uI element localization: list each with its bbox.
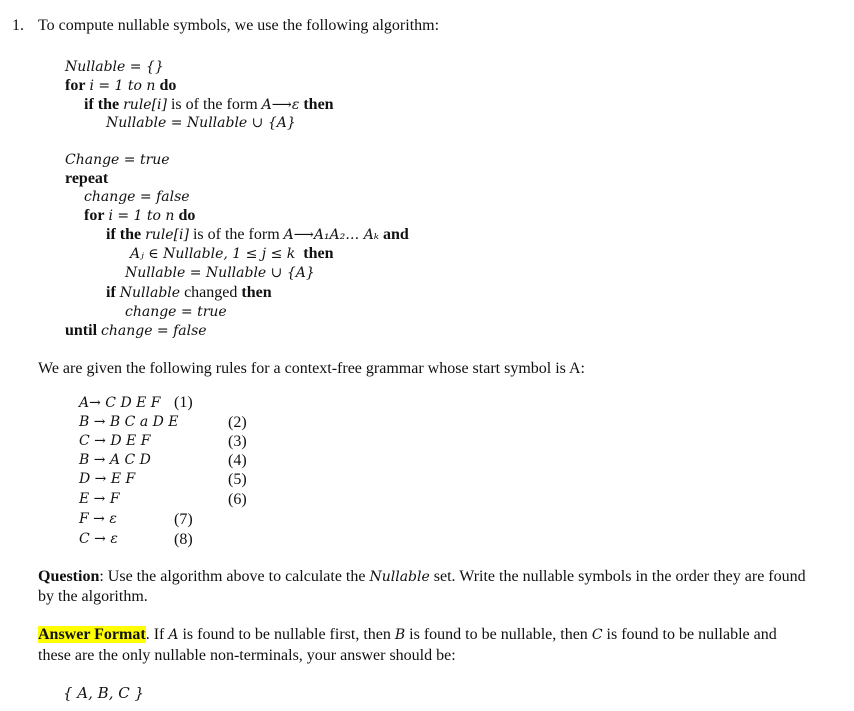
epsilon-form: A⟶ε bbox=[261, 97, 300, 113]
loop-range: i = 1 to n bbox=[108, 208, 175, 224]
rule-ref: rule[i] bbox=[145, 227, 189, 243]
keyword-then: then bbox=[303, 245, 334, 262]
algo-change-false: change = false bbox=[84, 189, 190, 205]
if-mid-text: is of the form bbox=[192, 226, 280, 243]
var-a: A bbox=[168, 627, 179, 643]
rule-number: (4) bbox=[228, 452, 247, 469]
changed-text: changed bbox=[184, 284, 238, 301]
algo-if-line-2 bbox=[106, 226, 409, 244]
until-condition: change = false bbox=[101, 323, 207, 339]
answer-format-line-2: these are the only nullable non-terminals, your answer should be: bbox=[38, 647, 456, 664]
rule-number: (3) bbox=[228, 433, 247, 450]
algo-for-line-2 bbox=[84, 207, 195, 225]
algo-nullable-update-1: Nullable = Nullable ∪ {A} bbox=[106, 115, 296, 131]
if-mid-text: is of the form bbox=[170, 96, 258, 113]
answer-example: { A, B, C } bbox=[63, 684, 145, 702]
answer-format-label: Answer Format bbox=[38, 626, 146, 643]
algo-change-init: Change = true bbox=[65, 152, 170, 168]
rule-number: (2) bbox=[228, 414, 247, 431]
keyword-then: then bbox=[303, 96, 334, 113]
algo-if-changed-line bbox=[106, 284, 272, 302]
rule-text: C → ε bbox=[79, 531, 118, 547]
answer-text: is found to be nullable and bbox=[602, 626, 777, 643]
algo-until-line bbox=[65, 322, 207, 340]
keyword-if: if the bbox=[106, 226, 142, 243]
rule-number: (6) bbox=[228, 491, 247, 508]
rule-ref: rule[i] bbox=[123, 97, 167, 113]
question-label: Question bbox=[38, 568, 100, 585]
keyword-repeat: repeat bbox=[65, 170, 109, 187]
production-form: A⟶A₁A₂… Aₖ bbox=[283, 227, 379, 243]
var-b: B bbox=[394, 627, 406, 643]
given-text: We are given the following rules for a context-free grammar whose start symbol is A: bbox=[38, 360, 585, 377]
rule-text: D → E F bbox=[79, 471, 136, 487]
rule-text: B → A C D bbox=[79, 452, 151, 468]
nullable-var: Nullable bbox=[119, 285, 181, 301]
question-text: set. Write the nullable symbols in the order they are found bbox=[429, 568, 806, 585]
algo-for-line-1 bbox=[65, 77, 176, 95]
rule-text: B → B C a D E bbox=[79, 414, 179, 430]
keyword-and: and bbox=[382, 226, 409, 243]
intro-text: To compute nullable symbols, we use the following algorithm: bbox=[38, 17, 440, 34]
rule-text: F → ε bbox=[79, 511, 117, 527]
membership-condition: Aⱼ ∈ Nullable, 1 ≤ j ≤ k bbox=[130, 246, 296, 262]
answer-text: is found to be nullable first, then bbox=[178, 626, 395, 643]
keyword-do: do bbox=[159, 77, 177, 94]
algo-if-line-1 bbox=[84, 96, 334, 114]
answer-format-line-1 bbox=[38, 626, 777, 644]
algo-nullable-update-2: Nullable = Nullable ∪ {A} bbox=[125, 265, 315, 281]
rule-text: C → D E F bbox=[79, 433, 151, 449]
keyword-if: if the bbox=[84, 96, 120, 113]
keyword-for: for bbox=[65, 77, 86, 94]
keyword-for: for bbox=[84, 207, 105, 224]
question-line-2: by the algorithm. bbox=[38, 588, 148, 605]
rule-number: (8) bbox=[174, 531, 193, 548]
algo-condition-line bbox=[130, 245, 334, 263]
var-c: C bbox=[591, 627, 603, 643]
algo-nullable-init: Nullable = {} bbox=[65, 59, 164, 75]
rule-number: (1) bbox=[174, 394, 193, 411]
keyword-if: if bbox=[106, 284, 116, 301]
keyword-then: then bbox=[241, 284, 272, 301]
loop-range: i = 1 to n bbox=[89, 78, 156, 94]
rule-text: A→ C D E F bbox=[79, 395, 161, 411]
keyword-do: do bbox=[178, 207, 196, 224]
question-line-1 bbox=[38, 568, 806, 586]
rule-text: E → F bbox=[79, 491, 120, 507]
answer-text: is found to be nullable, then bbox=[405, 626, 592, 643]
rule-number: (5) bbox=[228, 471, 247, 488]
keyword-until: until bbox=[65, 322, 98, 339]
algo-change-true: change = true bbox=[125, 304, 227, 320]
nullable-term: Nullable bbox=[369, 569, 430, 585]
answer-text: . If bbox=[145, 626, 169, 643]
item-number: 1. bbox=[12, 17, 24, 34]
rule-number: (7) bbox=[174, 511, 193, 528]
question-text: : Use the algorithm above to calculate the bbox=[99, 568, 370, 585]
